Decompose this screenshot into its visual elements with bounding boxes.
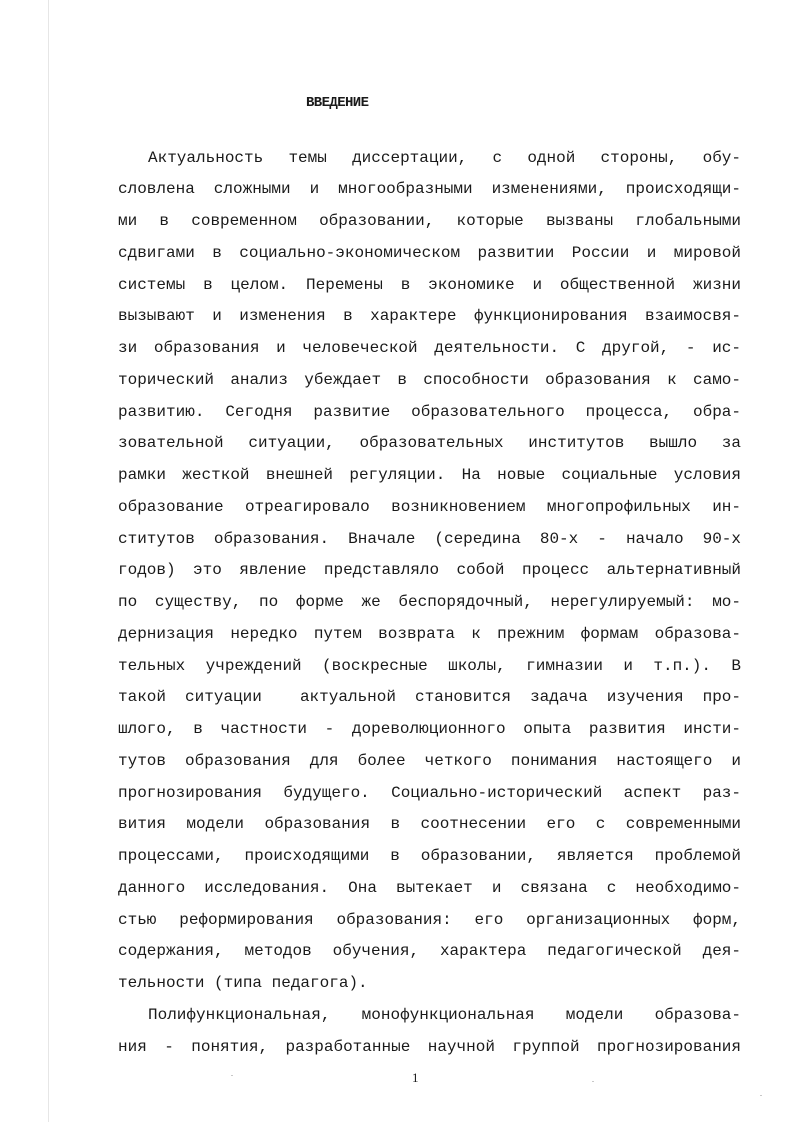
text-line: содержания, методов обучения, характера педагогической дея-: [118, 942, 741, 960]
text-line: такой ситуации актуальной становится задача изучения про-: [118, 688, 741, 706]
text-line: годов) это явление представляло собой процесс альтернативный: [118, 561, 741, 579]
section-heading: ВВЕДЕНИЕ: [306, 95, 369, 111]
text-line: вития модели образования в соотнесении его с современными: [118, 815, 741, 833]
text-line: ми в современном образовании, которые вызваны глобальными: [118, 212, 741, 230]
text-line: Полифункциональная, монофункциональная модели образова-: [148, 1006, 741, 1024]
text-line: ститутов образования. Вначале (середина 80-х - начало 90-х: [118, 530, 741, 548]
text-line: дернизация нередко путем возврата к прежним формам образова-: [118, 625, 741, 643]
text-line: Актуальность темы диссертации, с одной стороны, обу-: [148, 149, 741, 167]
scan-speck: [760, 1095, 762, 1096]
text-line: образование отреагировало возникновением многопрофильных ин-: [118, 498, 741, 516]
text-line: системы в целом. Перемены в экономике и общественной жизни: [118, 276, 741, 294]
text-line: вызывают и изменения в характере функционирования взаимосвя-: [118, 307, 741, 325]
text-line: зи образования и человеческой деятельности. С другой, - ис-: [118, 339, 741, 357]
text-line: сдвигами в социально-экономическом развитии России и мировой: [118, 244, 741, 262]
scan-speck: [592, 1081, 594, 1082]
text-line: прогнозирования будущего. Социально-исторический аспект раз-: [118, 784, 741, 802]
text-line: тельности (типа педагога).: [118, 974, 368, 992]
text-line: стью реформирования образования: его организационных форм,: [118, 911, 741, 929]
text-line: процессами, происходящими в образовании, является проблемой: [118, 847, 741, 865]
page-number: 1: [412, 1070, 419, 1085]
text-line: тельных учреждений (воскресные школы, гимназии и т.п.). В: [118, 657, 741, 675]
text-line: ния - понятия, разработанные научной группой прогнозирования: [118, 1038, 741, 1056]
text-line: словлена сложными и многообразными изменениями, происходящи-: [118, 180, 741, 198]
text-line: зовательной ситуации, образовательных институтов вышло за: [118, 434, 741, 452]
scan-speck: [231, 1075, 233, 1076]
text-line: развитию. Сегодня развитие образовательного процесса, обра-: [118, 403, 741, 421]
text-line: данного исследования. Она вытекает и связана с необходимо-: [118, 879, 741, 897]
text-line: по существу, по форме же беспорядочный, нерегулируемый: мо-: [118, 593, 741, 611]
text-line: рамки жесткой внешней регуляции. На новые социальные условия: [118, 466, 741, 484]
text-line: тутов образования для более четкого понимания настоящего и: [118, 752, 741, 770]
text-line: шлого, в частности - дореволюционного опыта развития инсти-: [118, 720, 741, 738]
text-line: торический анализ убеждает в способности образования к само-: [118, 371, 741, 389]
